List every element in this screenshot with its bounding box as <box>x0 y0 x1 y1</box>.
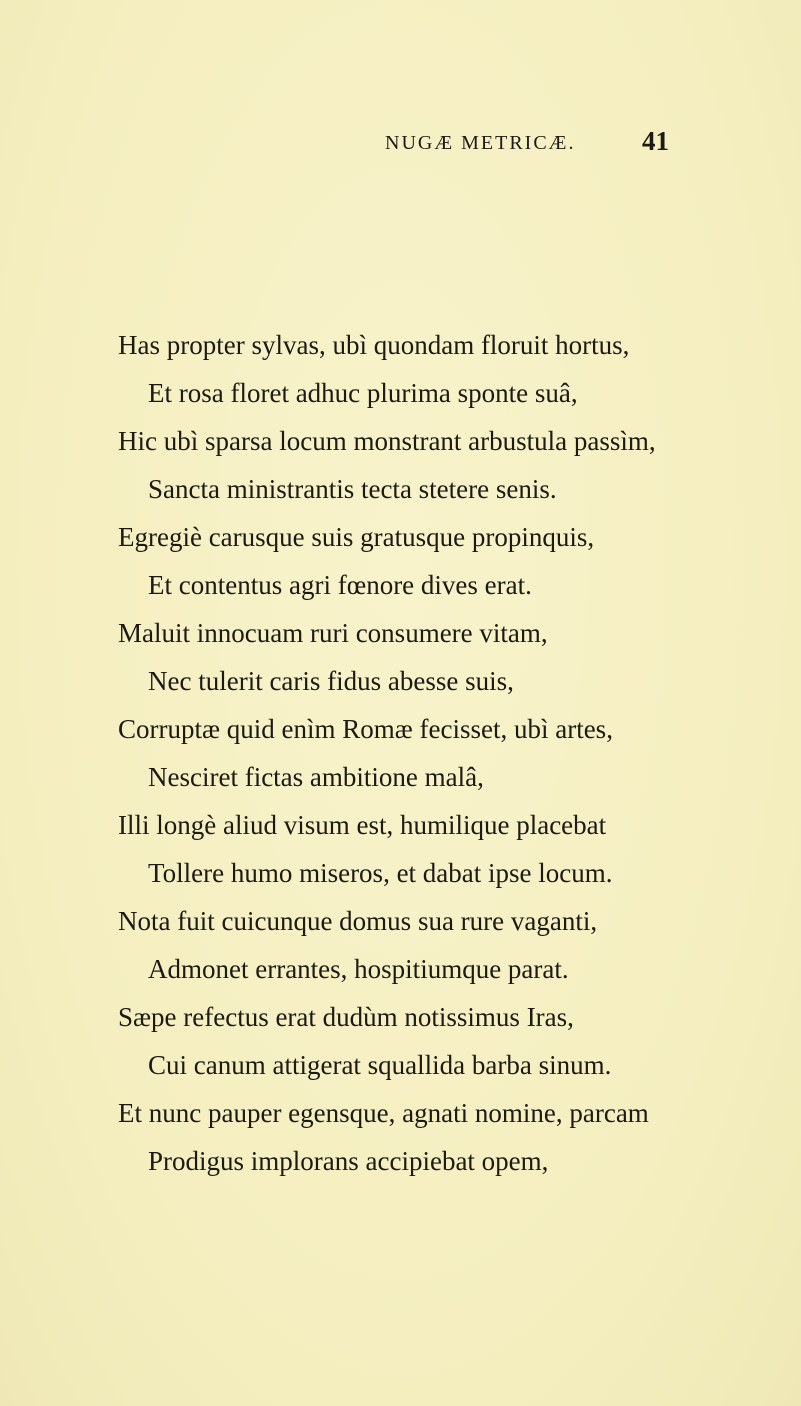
verse-line: Has propter sylvas, ubì quondam floruit hortus, <box>118 330 630 360</box>
verse-line: Et nunc pauper egensque, agnati nomine, parcam <box>118 1098 649 1128</box>
verse-line: Et rosa floret adhuc plurima sponte suâ, <box>148 378 578 408</box>
verse-line: Corruptæ quid enìm Romæ fecisset, ubì artes, <box>118 714 613 744</box>
verse-line: Nesciret fictas ambitione malâ, <box>148 762 484 792</box>
verse-line: Egregiè carusque suis gratusque propinquis, <box>118 522 595 552</box>
verse-line: Admonet errantes, hospitiumque parat. <box>148 954 569 984</box>
verse-line: Nota fuit cuicunque domus sua rure vaganti, <box>118 906 598 936</box>
running-title: NUGÆ METRICÆ. <box>385 132 576 154</box>
verse-line: Et contentus agri fœnore dives erat. <box>148 570 532 600</box>
verse-line: Hic ubì sparsa locum monstrant arbustula passìm, <box>118 426 656 456</box>
verse-line: Illi longè aliud visum est, humilique placebat <box>118 810 607 840</box>
verse-line: Sancta ministrantis tecta stetere senis. <box>148 474 557 504</box>
page-number: 41 <box>642 126 669 156</box>
verse-line: Nec tulerit caris fidus abesse suis, <box>148 666 514 696</box>
verse-line: Maluit innocuam ruri consumere vitam, <box>118 618 548 648</box>
verse-line: Sæpe refectus erat dudùm notissimus Iras, <box>118 1002 574 1032</box>
verse-line: Tollere humo miseros, et dabat ipse locum. <box>148 858 613 888</box>
verse-line: Prodigus implorans accipiebat opem, <box>148 1146 549 1176</box>
verse-line: Cui canum attigerat squallida barba sinum. <box>148 1050 612 1080</box>
page-header <box>0 124 801 164</box>
